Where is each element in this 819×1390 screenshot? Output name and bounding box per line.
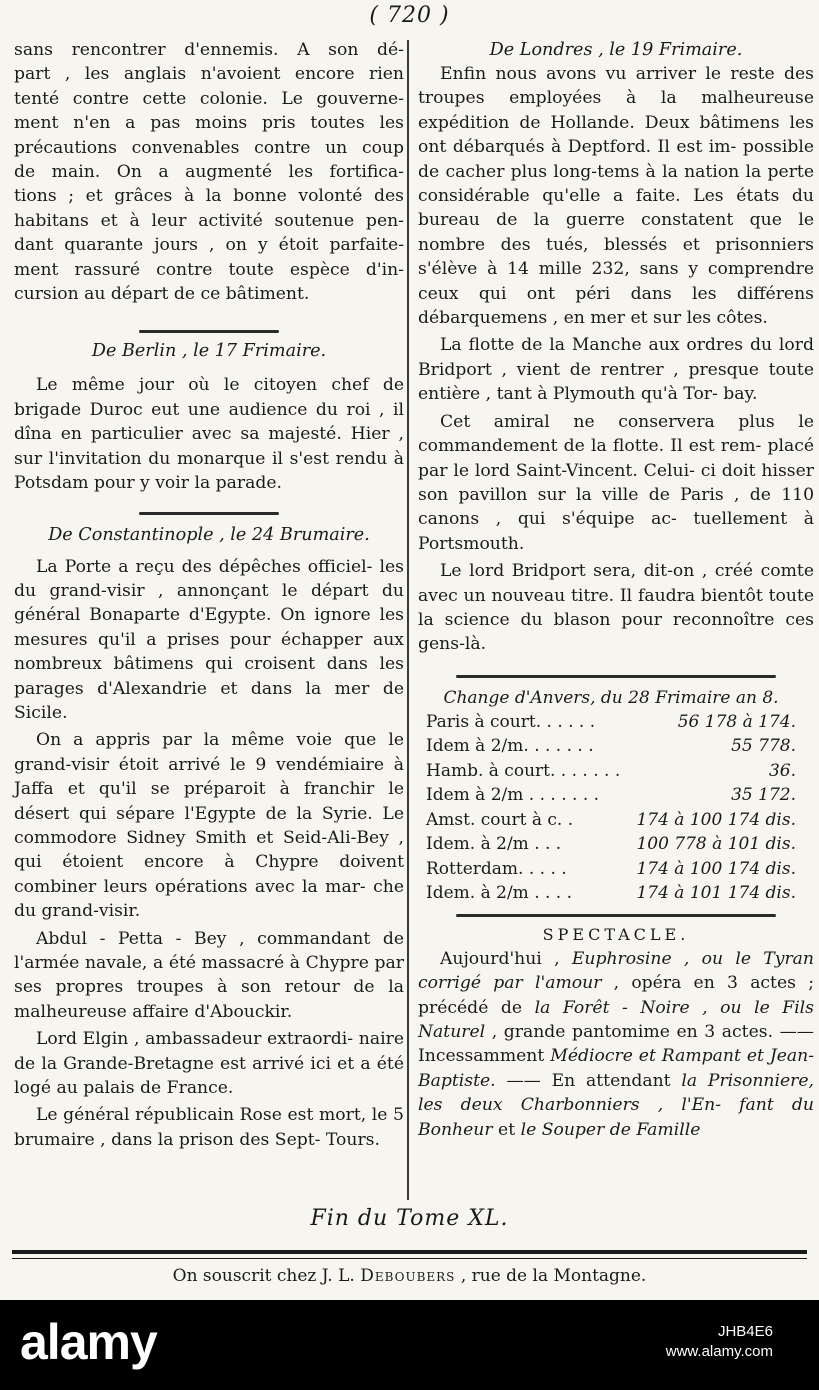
spectacle-text: —— En attendant	[506, 1070, 671, 1091]
play-title: Euphrosine , ou le Tyran corrigé par l'amour	[418, 948, 814, 994]
exchange-title: Change d'Anvers, du 28 Frimaire an 8.	[443, 687, 779, 708]
exchange-label: Amst. court à c. .	[426, 809, 574, 830]
page-number: ( 720 )	[369, 3, 450, 28]
exchange-table	[418, 686, 814, 906]
image-id: JHB4E6	[717, 1323, 773, 1340]
article-paragraph: Lord Elgin , ambassadeur extraordi- naire de la Grande-Bretagne est arrivé ici et a été logé au palais de France.	[14, 1029, 404, 1099]
exchange-row	[426, 857, 796, 882]
exchange-value: 35 172.	[731, 785, 796, 806]
subscription-suffix: , rue de la Montagne.	[460, 1266, 647, 1286]
play-title: la Prisonniere, les deux Charbonniers , l'En- fant du Bonheur	[418, 1070, 814, 1140]
watermark-info	[666, 1322, 773, 1362]
text-line: précautions convenables contre un coup	[14, 137, 404, 158]
text-line: cursion au départ de ce bâtiment.	[14, 284, 310, 305]
exchange-row	[426, 783, 796, 808]
watermark-url: www.alamy.com	[665, 1343, 773, 1360]
text-line: sans rencontrer d'ennemis. A son dé-	[14, 40, 404, 60]
article-paragraph: Abdul - Petta - Bey , commandant de l'armée navale, a été massacré à Chypre par ses propres troupes à son retour de la malheureuse affaire d'Abouckir.	[14, 928, 404, 1022]
spectacle-text: et	[498, 1119, 516, 1140]
spectacle-paragraph	[418, 947, 814, 1142]
exchange-label: Idem. à 2/m . . . .	[426, 883, 573, 904]
exchange-label: Idem. à 2/m . . .	[426, 834, 562, 855]
exchange-label: Paris à court. . . . . .	[426, 711, 596, 732]
exchange-value: 174 à 101 174 dis.	[636, 883, 796, 904]
exchange-value: 55 778.	[731, 736, 796, 757]
exchange-label: Rotterdam. . . . .	[426, 858, 567, 879]
exchange-row	[426, 759, 796, 784]
stock-watermark-bar	[0, 1300, 819, 1390]
footer-rule	[12, 1250, 807, 1259]
constantinople-article	[14, 523, 404, 1153]
text-line: ment rassuré contre toute espèce d'in-	[14, 259, 404, 280]
text-line: de main. On a augmenté les fortifica-	[14, 162, 404, 183]
play-title: le Souper de Famille	[520, 1119, 701, 1140]
exchange-label: Idem à 2/m. . . . . . .	[426, 736, 594, 757]
london-article	[418, 38, 814, 657]
berlin-article	[14, 339, 404, 495]
text-line: ment n'en a pas moins pris toutes les	[14, 113, 404, 134]
text-line: dant quarante jours , on y étoit parfaite-	[14, 235, 404, 256]
article-paragraph: Enfin nous avons vu arriver le reste des troupes employées à la malheureuse expédition de Hollande. Deux bâtimens les ont débarqués à Deptford. Il est im- possible de cacher plus long-tems à la nation la perte considérable qu'elle a faite. Les états du bureau de la guerre constatent que le nombre des tués, blessés et prisonniers s'élève à 14 mille 232, sans y comprendre ceux qui ont péri dans les différens débarquemens , en mer et sur les côtes.	[418, 64, 814, 329]
left-column	[14, 38, 404, 1152]
spectacle-section	[418, 923, 814, 1142]
section-rule	[139, 512, 279, 515]
dateline-london: De Londres , le 19 Frimaire.	[489, 40, 743, 60]
section-rule	[456, 914, 776, 917]
exchange-row	[426, 710, 796, 735]
opening-article	[14, 38, 404, 306]
alamy-logo: alamy	[20, 1314, 157, 1370]
article-paragraph: Le général républicain Rose est mort, le 5 brumaire , dans la prison des Sept- Tours.	[14, 1105, 404, 1150]
section-rule	[139, 330, 279, 333]
spectacle-text: , opéra en 3 actes ; précédé de	[418, 973, 814, 1018]
exchange-value: 174 à 100 174 dis.	[636, 809, 796, 830]
play-title: la Forêt - Noire , ou le Fils Naturel	[418, 997, 815, 1042]
exchange-label: Hamb. à court. . . . . . .	[426, 760, 621, 781]
article-paragraph: On a appris par la même voie que le grand-visir étoit arrivé le 9 vendémiaire à Jaffa et qu'il se préparoit à franchir le désert qui sépare l'Egypte de la Syrie. Le commodore Sidney Smith et Seid-Ali-Bey , qui étoient encore à Chypre doivent combiner leurs opérations avec la mar- che du grand-visir.	[14, 730, 404, 922]
subscription-notice	[0, 1266, 819, 1286]
article-paragraph: Le même jour où le citoyen chef de brigade Duroc eut une audience du roi , il dîna en particulier avec sa majesté. Hier , sur l'invitation du monarque il s'est rendu à Potsdam pour y voir la parade.	[14, 375, 404, 494]
exchange-value: 56 178 à 174.	[677, 711, 796, 732]
article-paragraph: La Porte a reçu des dépêches officiel- les du grand-visir , annonçant le départ du général Bonaparte d'Egypte. On ignore les mesures qu'il a prises pour échapper aux nombreux bâtimens qui croisent dans les parages d'Alexandrie et dans la mer de Sicile.	[14, 556, 404, 723]
section-rule	[456, 675, 776, 678]
exchange-row	[426, 832, 796, 857]
article-paragraph: Le lord Bridport sera, dit-on , créé comte avec un nouveau titre. Il faudra bientôt toute la science du blason pour reconnoître ces gens-là.	[418, 561, 814, 655]
end-of-volume: Fin du Tome XL.	[310, 1206, 509, 1231]
text-line: tenté contre cette colonie. Le gouverne-	[14, 88, 404, 109]
exchange-label: Idem à 2/m . . . . . . .	[426, 785, 600, 806]
exchange-row	[426, 808, 796, 833]
exchange-value: 36.	[768, 760, 796, 781]
column-divider	[407, 40, 409, 1200]
text-line: tions ; et grâces à la bonne volonté des	[14, 186, 404, 207]
right-column	[418, 38, 814, 1142]
article-paragraph: Cet amiral ne conservera plus le commandement de la flotte. Il est rem- placé par le lord Saint-Vincent. Celui- ci doit hisser son pavillon sur la ville de Paris , de 110 canons , qui s'équipe ac- tuellement à Portsmouth.	[418, 411, 814, 554]
publisher-name: Deboubers	[360, 1266, 456, 1286]
exchange-value: 100 778 à 101 dis.	[636, 834, 796, 855]
exchange-value: 174 à 100 174 dis.	[636, 858, 796, 879]
exchange-row	[426, 881, 796, 906]
spectacle-title: SPECTACLE.	[542, 924, 690, 944]
dateline-berlin: De Berlin , le 17 Frimaire.	[91, 341, 327, 362]
subscription-prefix: On souscrit chez J. L.	[172, 1266, 355, 1286]
dateline-constantinople: De Constantinople , le 24 Brumaire.	[48, 524, 370, 545]
spectacle-text: , grande pantomime en 3 actes. —— Incessamment	[418, 1021, 814, 1067]
spectacle-text: Aujourd'hui ,	[440, 948, 560, 969]
play-title: Médiocre et Rampant et Jean-Baptiste.	[418, 1046, 815, 1091]
text-line: habitans et à leur activité soutenue pen-	[14, 210, 404, 231]
exchange-row	[426, 734, 796, 759]
article-paragraph: La flotte de la Manche aux ordres du lord Bridport , vient de rentrer , presque toute entière , tant à Plymouth qu'à Tor- bay.	[418, 335, 814, 405]
text-line: part , les anglais n'avoient encore rien	[14, 64, 404, 85]
